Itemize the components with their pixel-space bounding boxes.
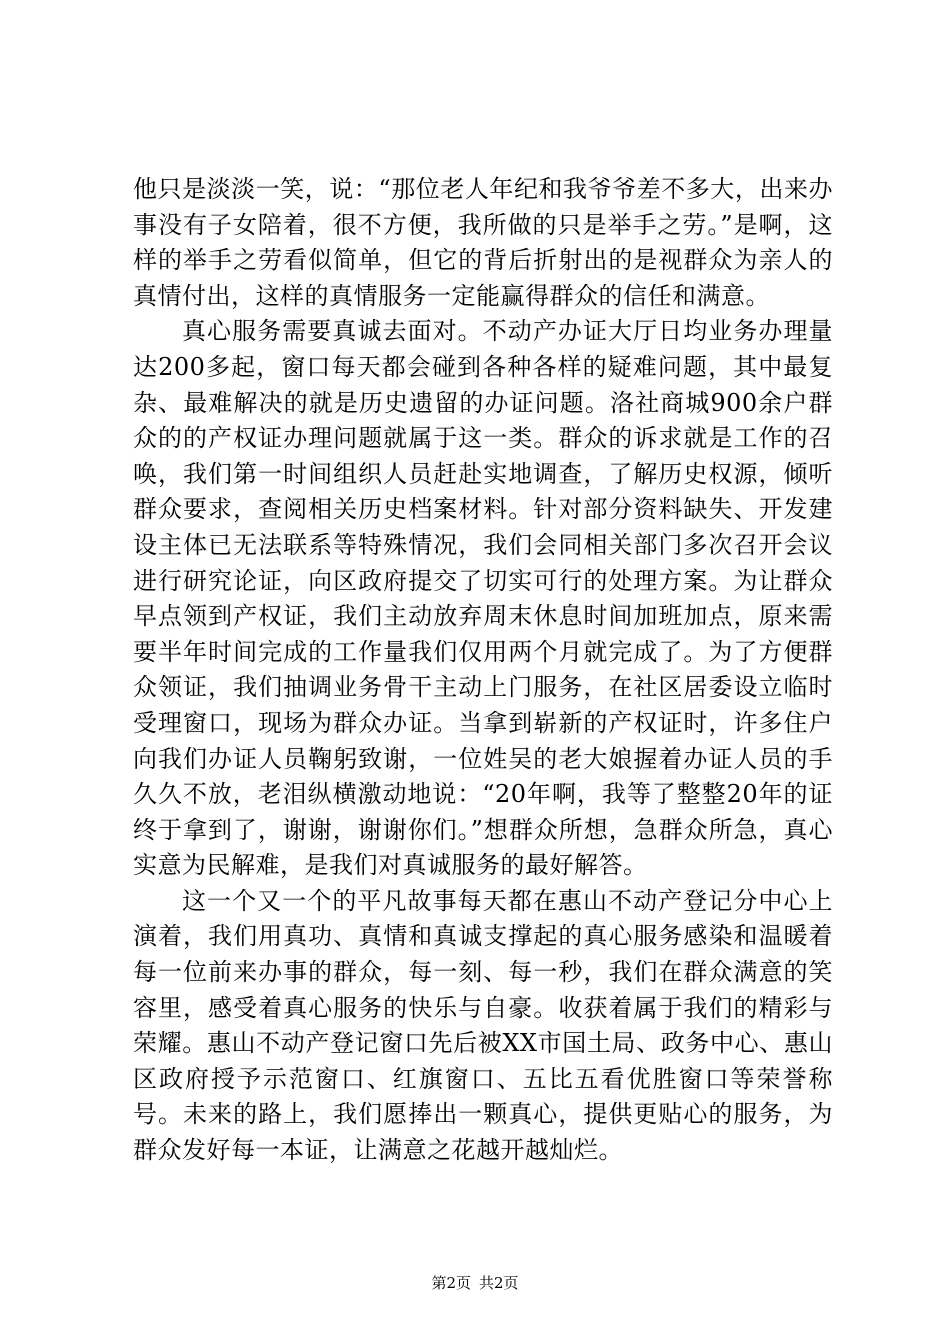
page-footer	[0, 1273, 950, 1293]
document-body	[133, 172, 833, 1169]
paragraph-2: 真心服务需要真诚去面对。不动产办证大厅日均业务办理量达200多起，窗口每天都会碰到各种各样的疑难问题，其中最复杂、最难解决的就是历史遗留的办证问题。洛社商城900余户群众的的产权证办理问题就属于这一类。群众的诉求就是工作的召唤，我们第一时间组织人员赶赴实地调查，了解历史权源，倾听群众要求，查阅相关历史档案材料。针对部分资料缺失、开发建设主体已无法联系等特殊情况，我们会同相关部门多次召开会议进行研究论证，向区政府提交了切实可行的处理方案。为让群众早点领到产权证，我们主动放弃周末休息时间加班加点，原来需要半年时间完成的工作量我们仅用两个月就完成了。为了方便群众领证，我们抽调业务骨干主动上门服务，在社区居委设立临时受理窗口，现场为群众办证。当拿到崭新的产权证时，许多住户向我们办证人员鞠躬致谢，一位姓吴的老大娘握着办证人员的手久久不放，老泪纵横激动地说：“20年啊，我等了整整20年的证终于拿到了，谢谢，谢谢你们。”想群众所想，急群众所急，真心实意为民解难，是我们对真诚服务的最好解答。	[133, 317, 833, 880]
page-total: 共2页	[479, 1274, 519, 1292]
page-number: 第2页	[431, 1274, 471, 1292]
paragraph-3: 这一个又一个的平凡故事每天都在惠山不动产登记分中心上演着，我们用真功、真情和真诚支撑起的真心服务感染和温暖着每一位前来办事的群众，每一刻、每一秒，我们在群众满意的笑容里，感受着真心服务的快乐与自豪。收获着属于我们的精彩与荣耀。惠山不动产登记窗口先后被XX市国土局、政务中心、惠山区政府授予示范窗口、红旗窗口、五比五看优胜窗口等荣誉称号。未来的路上，我们愿捧出一颗真心，提供更贴心的服务，为群众发好每一本证，让满意之花越开越灿烂。	[133, 886, 833, 1165]
paragraph-1: 他只是淡淡一笑，说：“那位老人年纪和我爷爷差不多大，出来办事没有子女陪着，很不方便，我所做的只是举手之劳。”是啊，这样的举手之劳看似简单，但它的背后折射出的是视群众为亲人的真情付出，这样的真情服务一定能赢得群众的信任和满意。	[133, 175, 833, 310]
